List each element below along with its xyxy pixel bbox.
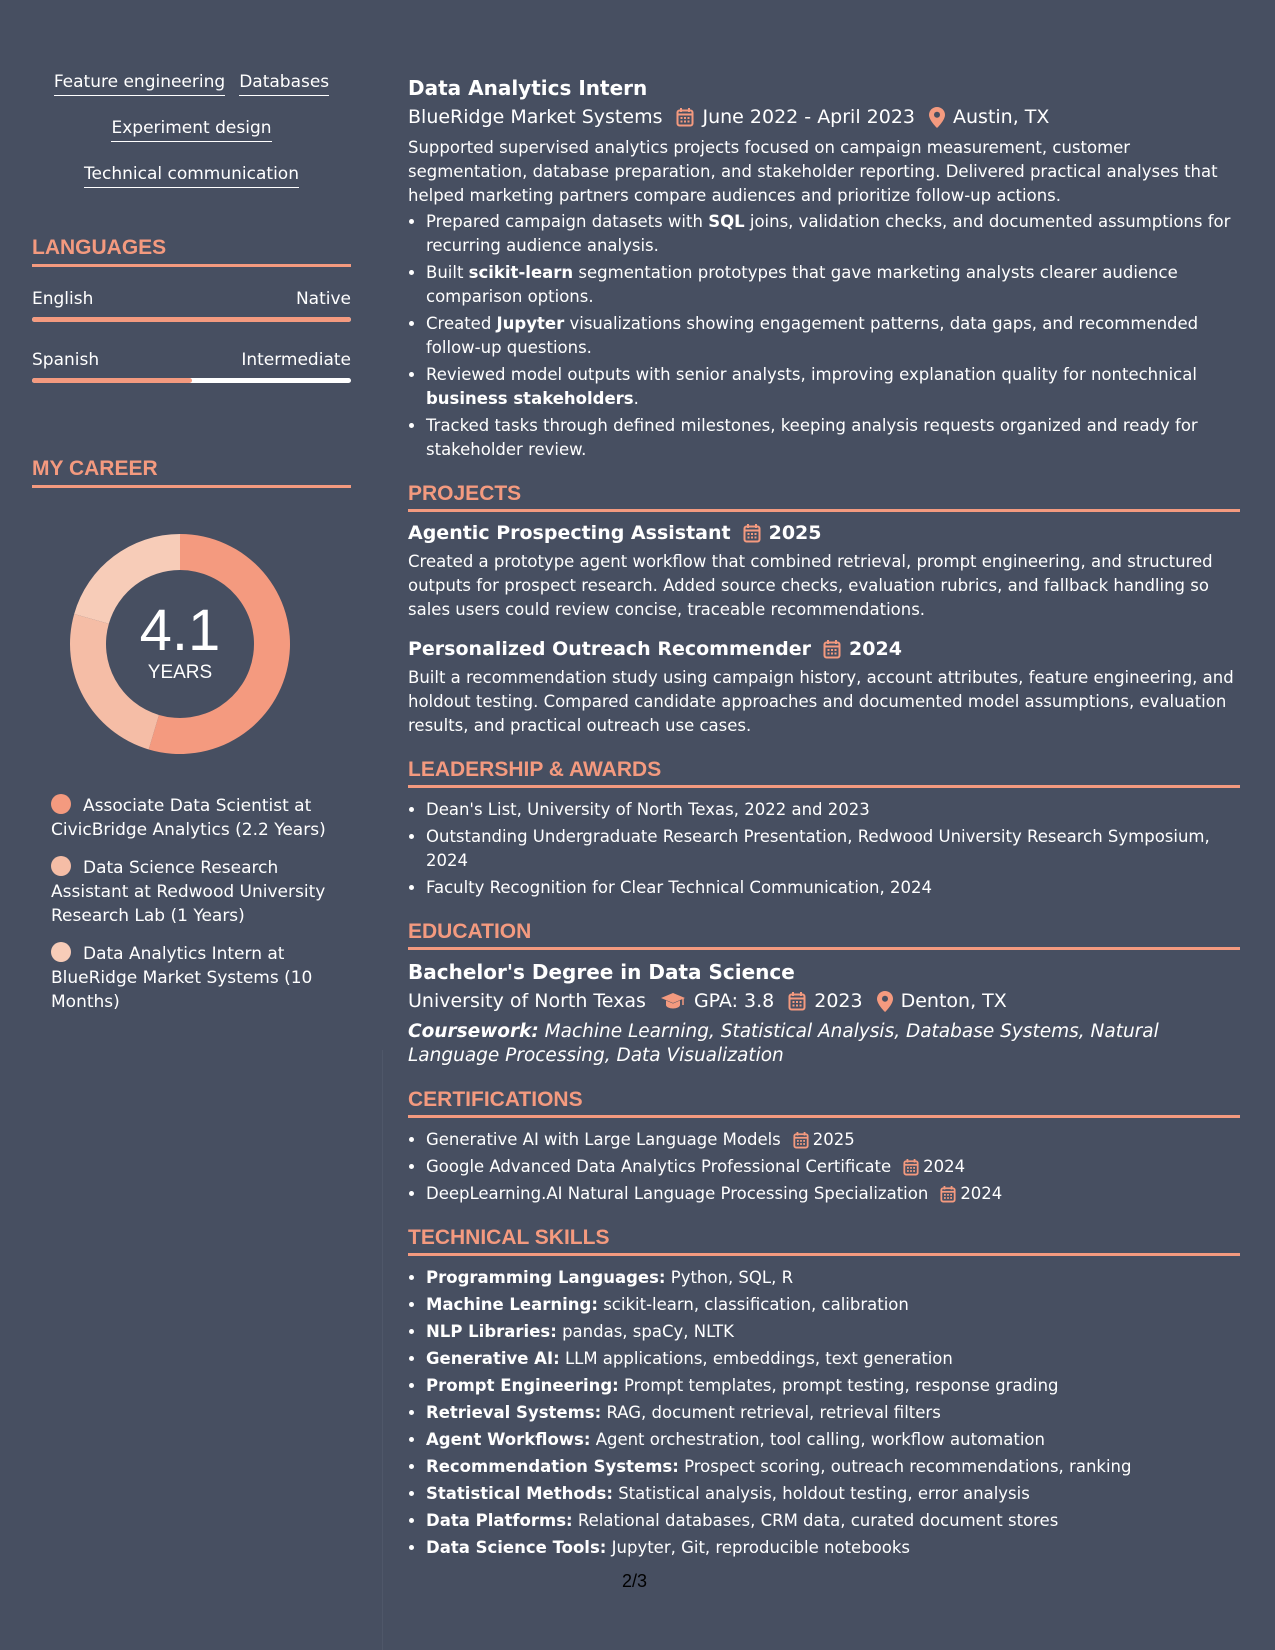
- language-name: English: [32, 289, 94, 309]
- skill-values: Jupyter, Git, reproducible notebooks: [611, 1538, 911, 1557]
- school-name: University of North Texas: [408, 990, 646, 1012]
- language-english: [32, 289, 351, 322]
- skill-tags: [32, 70, 351, 188]
- bullet-text: Created: [426, 314, 497, 333]
- job-bullet: [426, 210, 1240, 258]
- education-entry: [408, 960, 1240, 1068]
- project-title: Agentic Prospecting Assistant: [408, 522, 731, 544]
- job-bullet: [426, 363, 1240, 411]
- skill-item: [426, 1320, 1240, 1344]
- skill-category: Generative AI:: [426, 1349, 560, 1368]
- skill-item: [426, 1428, 1240, 1452]
- language-proficiency-fill: [32, 317, 351, 322]
- skill-item: [426, 1536, 1240, 1560]
- certification-item: [426, 1182, 1240, 1206]
- school-location: Denton, TX: [900, 990, 1007, 1012]
- skills-list: [408, 1266, 1240, 1560]
- award-item: • Outstanding Undergraduate Research Presentation, Redwood University Research Symposium, 2024: [426, 825, 1240, 873]
- job-dates: June 2022 - April 2023: [702, 106, 916, 128]
- language-proficiency-bar: [32, 378, 351, 383]
- project-year: 2024: [849, 638, 902, 660]
- project-title: Personalized Outreach Recommender: [408, 638, 812, 660]
- career-legend-item: [51, 942, 341, 1014]
- degree-title: Bachelor's Degree in Data Science: [408, 960, 795, 984]
- skill-tag[interactable]: Feature engineering: [54, 70, 225, 96]
- certification-item: [426, 1128, 1240, 1152]
- award-item: • Dean's List, University of North Texas, 2022 and 2023: [426, 798, 1240, 822]
- bullet-text: visualizations showing engagement patterns, data gaps, and recommended follow-up questions.: [426, 314, 1199, 357]
- skill-item: [426, 1266, 1240, 1290]
- skill-values: Python, SQL, R: [670, 1268, 794, 1287]
- certification-year: 2024: [923, 1157, 966, 1176]
- skill-values: RAG, document retrieval, retrieval filters: [606, 1403, 941, 1422]
- bullet-bold: business stakeholders: [426, 389, 634, 408]
- skill-category: Recommendation Systems:: [426, 1457, 679, 1476]
- career-donut-chart: [66, 530, 294, 758]
- skill-values: Prompt templates, prompt testing, response grading: [624, 1376, 1059, 1395]
- language-proficiency-bar: [32, 317, 351, 322]
- job-bullet: [426, 414, 1240, 462]
- skill-category: Retrieval Systems:: [426, 1403, 602, 1422]
- skill-category: Statistical Methods:: [426, 1484, 613, 1503]
- job-bullet: [426, 312, 1240, 360]
- calendar-icon: [823, 639, 841, 659]
- calendar-icon: [788, 991, 806, 1011]
- certification-year: 2024: [960, 1184, 1003, 1203]
- bullet-bold: scikit-learn: [468, 263, 574, 282]
- job-summary: Supported supervised analytics projects focused on campaign measurement, customer segmentation, database preparation, and stakeholder reporting. Delivered practical analyses that helped marketing partners compare audiences and prioritize follow-up actions.: [408, 138, 1218, 205]
- project-description: Created a prototype agent workflow that combined retrieval, prompt engineering, and structured outputs for prospect research. Added source checks, evaluation rubrics, and fallback handling so sales users could review concise, traceable recommendations.: [408, 552, 1213, 619]
- bullet-text: joins, validation checks, and documented assumptions for recurring audience analysis.: [426, 212, 1231, 255]
- project-description: Built a recommendation study using campaign history, account attributes, feature engineering, and holdout testing. Compared candidate approaches and documented model assumptions, evaluation results, and practical outreach use cases.: [408, 668, 1234, 735]
- skill-values: LLM applications, embeddings, text generation: [564, 1349, 953, 1368]
- career-total-value: 4.1: [139, 598, 221, 663]
- skill-category: NLP Libraries:: [426, 1322, 557, 1341]
- skill-values: Relational databases, CRM data, curated document stores: [577, 1511, 1059, 1530]
- career-legend-label: Data Science Research Assistant at Redwood University Research Lab (1 Years): [51, 858, 326, 926]
- education-meta: [408, 990, 1240, 1012]
- company-name: BlueRidge Market Systems: [408, 106, 663, 128]
- coursework-label: Coursework:: [408, 1021, 539, 1042]
- skill-values: Agent orchestration, tool calling, workflow automation: [595, 1430, 1045, 1449]
- coursework-list: Machine Learning, Statistical Analysis, Database Systems, Natural Language Processing, Data Visualization: [408, 1021, 1159, 1066]
- certifications-heading: CERTIFICATIONS: [408, 1088, 1240, 1118]
- bullet-text: Prepared campaign datasets with: [426, 212, 709, 231]
- bullet-text: Built: [426, 263, 469, 282]
- calendar-icon: [743, 523, 761, 543]
- main-content: [408, 76, 1240, 1563]
- gpa: GPA: 3.8: [693, 990, 775, 1012]
- languages-heading: LANGUAGES: [32, 236, 351, 267]
- career-legend-label: Data Analytics Intern at BlueRidge Market Systems (10 Months): [51, 944, 313, 1012]
- skill-values: scikit-learn, classification, calibration: [603, 1295, 909, 1314]
- skill-category: Machine Learning:: [426, 1295, 598, 1314]
- bullet-text: Reviewed model outputs with senior analysts, improving explanation quality for nontechnical: [426, 365, 1197, 384]
- project-entry: [408, 638, 1240, 738]
- page-number: 2/3: [622, 1571, 648, 1591]
- job-bullets: [408, 210, 1240, 462]
- career-total-unit: YEARS: [147, 662, 213, 683]
- bullet-text: .: [633, 389, 639, 408]
- legend-dot: [51, 794, 71, 814]
- awards-list: [408, 798, 1240, 900]
- calendar-icon: [676, 107, 694, 127]
- skill-item: [426, 1401, 1240, 1425]
- bullet-bold: Jupyter: [496, 314, 565, 333]
- language-spanish: [32, 350, 351, 383]
- career-legend: [51, 794, 341, 1014]
- skill-item: [426, 1374, 1240, 1398]
- legend-dot: [51, 942, 71, 962]
- certification-year: 2025: [812, 1130, 855, 1149]
- skill-item: [426, 1509, 1240, 1533]
- job-location: Austin, TX: [953, 106, 1050, 128]
- coursework: [408, 1020, 1240, 1068]
- skill-values: Prospect scoring, outreach recommendations, ranking: [684, 1457, 1132, 1476]
- education-heading: EDUCATION: [408, 920, 1240, 950]
- career-legend-item: [51, 856, 341, 928]
- award-item: • Faculty Recognition for Clear Technical Communication, 2024: [426, 876, 1240, 900]
- projects-heading: PROJECTS: [408, 482, 1240, 512]
- language-level: Native: [295, 289, 351, 309]
- skill-item: [426, 1293, 1240, 1317]
- legend-dot: [51, 856, 71, 876]
- job-title: Data Analytics Intern: [408, 76, 648, 100]
- skill-category: Data Platforms:: [426, 1511, 573, 1530]
- map-pin-icon: [877, 991, 893, 1012]
- skill-item: [426, 1482, 1240, 1506]
- skill-values: Statistical analysis, holdout testing, error analysis: [618, 1484, 1030, 1503]
- skill-item: [426, 1455, 1240, 1479]
- language-name: Spanish: [32, 350, 100, 370]
- sidebar: [32, 70, 351, 1028]
- skill-tag[interactable]: Technical communication: [84, 162, 299, 188]
- project-entry: [408, 522, 1240, 622]
- skill-tag[interactable]: Experiment design: [111, 116, 271, 142]
- certifications-list: [408, 1128, 1240, 1206]
- experience-entry: [408, 76, 1240, 462]
- calendar-icon: [940, 1185, 956, 1203]
- career-heading: MY CAREER: [32, 457, 351, 488]
- certification-name: • Generative AI with Large Language Models: [426, 1130, 781, 1149]
- graduation-year: 2023: [814, 990, 863, 1012]
- graduation-cap-icon: [660, 992, 686, 1010]
- career-legend-label: Associate Data Scientist at CivicBridge Analytics (2.2 Years): [51, 796, 326, 840]
- skill-tag[interactable]: Databases: [239, 70, 329, 96]
- project-year: 2025: [768, 522, 822, 544]
- job-meta: [408, 106, 1240, 128]
- certification-item: [426, 1155, 1240, 1179]
- calendar-icon: [793, 1131, 809, 1149]
- awards-heading: LEADERSHIP & AWARDS: [408, 758, 1240, 788]
- career-legend-item: [51, 794, 341, 842]
- column-divider: [382, 1050, 383, 1650]
- skill-category: Data Science Tools:: [426, 1538, 607, 1557]
- calendar-icon: [903, 1158, 919, 1176]
- skill-category: Programming Languages:: [426, 1268, 666, 1287]
- skills-heading: TECHNICAL SKILLS: [408, 1226, 1240, 1256]
- certification-name: • DeepLearning.AI Natural Language Processing Specialization: [426, 1184, 929, 1203]
- skill-values: pandas, spaCy, NLTK: [562, 1322, 734, 1341]
- certification-name: • Google Advanced Data Analytics Professional Certificate: [426, 1157, 892, 1176]
- bullet-text: segmentation prototypes that gave marketing analysts clearer audience comparison options.: [426, 263, 1178, 306]
- skill-category: Prompt Engineering:: [426, 1376, 619, 1395]
- language-proficiency-fill: [32, 378, 192, 383]
- job-bullet: [426, 261, 1240, 309]
- language-level: Intermediate: [241, 350, 351, 370]
- skill-item: [426, 1347, 1240, 1371]
- map-pin-icon: [929, 107, 945, 128]
- skill-category: Agent Workflows:: [426, 1430, 591, 1449]
- bullet-text: Tracked tasks through defined milestones, keeping analysis requests organized and ready for stakeholder review.: [426, 416, 1198, 459]
- bullet-bold: SQL: [708, 212, 745, 231]
